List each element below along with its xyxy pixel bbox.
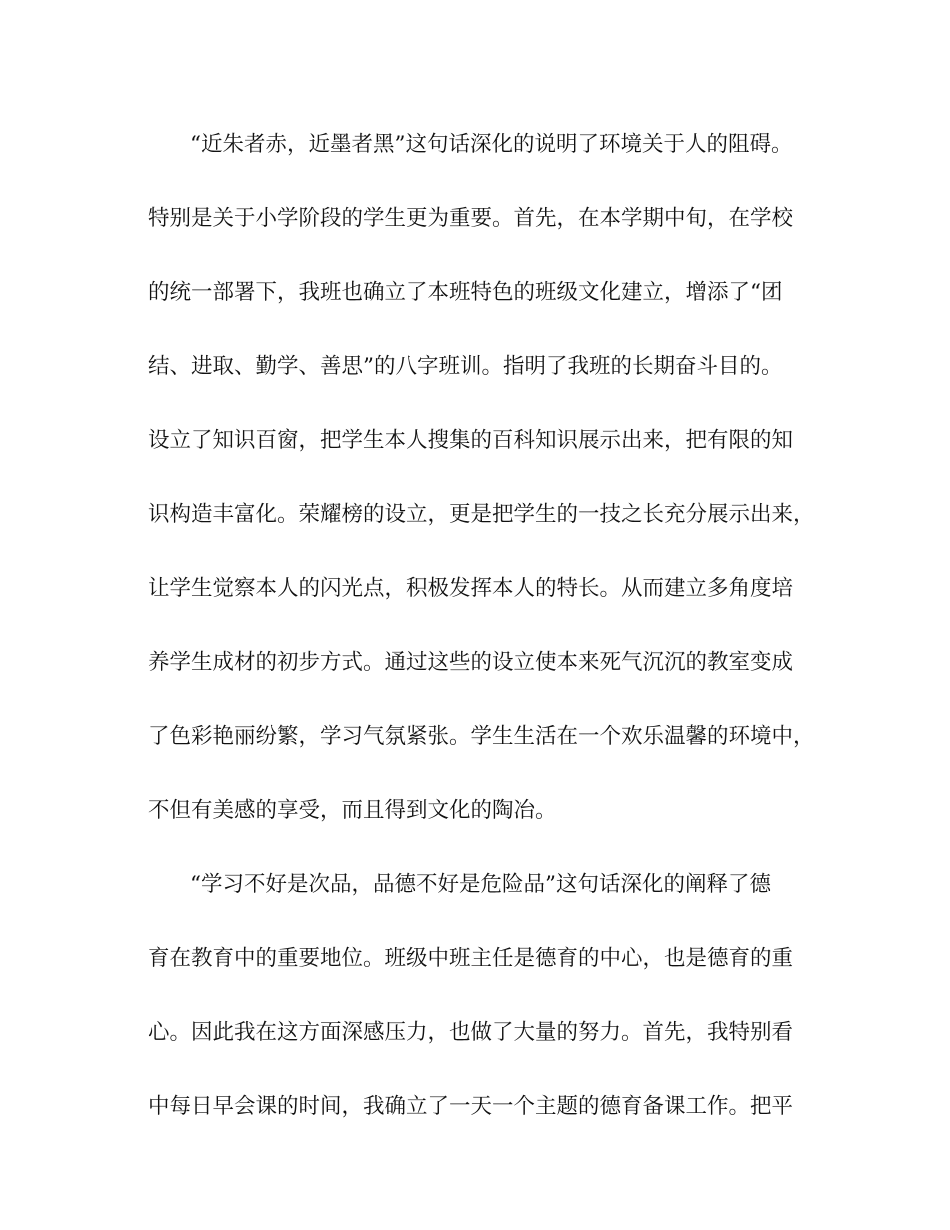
paragraph-1-line-5: 设立了知识百窗，把学生本人搜集的百科知识展示出来，把有限的知: [148, 428, 794, 453]
paragraph-1-line-1: “近朱者赤，近墨者黑”这句话深化的说明了环境关于人的阻碍。: [190, 132, 793, 157]
paragraph-2-line-1: “学习不好是次品，品德不好是危险品”这句话深化的阐释了德: [190, 872, 771, 897]
paragraph-1-line-9: 了色彩艳丽纷繁，学习气氛紧张。学生生活在一个欢乐温馨的环境中，: [148, 724, 815, 749]
paragraph-1-line-6: 识构造丰富化。荣耀榜的设立，更是把学生的一技之长充分展示出来，: [148, 502, 815, 527]
paragraph-2-line-4: 中每日早会课的时间，我确立了一天一个主题的德育备课工作。把平: [148, 1094, 794, 1119]
paragraph-1-line-7: 让学生觉察本人的闪光点，积极发挥本人的特长。从而建立多角度培: [148, 576, 794, 601]
paragraph-1-line-3: 的统一部署下，我班也确立了本班特色的班级文化建立，增添了“团: [148, 280, 783, 305]
paragraph-2-line-2: 育在教育中的重要地位。班级中班主任是德育的中心，也是德育的重: [148, 946, 794, 971]
paragraph-1-line-2: 特别是关于小学阶段的学生更为重要。首先，在本学期中旬，在学校: [148, 206, 794, 231]
paragraph-1-line-8: 养学生成材的初步方式。通过这些的设立使本来死气沉沉的教室变成: [148, 650, 794, 675]
paragraph-1-line-4: 结、进取、勤学、善思”的八字班训。指明了我班的长期奋斗目的。: [148, 354, 783, 379]
paragraph-1-line-10: 不但有美感的享受，而且得到文化的陶冶。: [148, 798, 557, 823]
paragraph-2-line-3: 心。因此我在这方面深感压力，也做了大量的努力。首先，我特别看: [148, 1020, 794, 1045]
